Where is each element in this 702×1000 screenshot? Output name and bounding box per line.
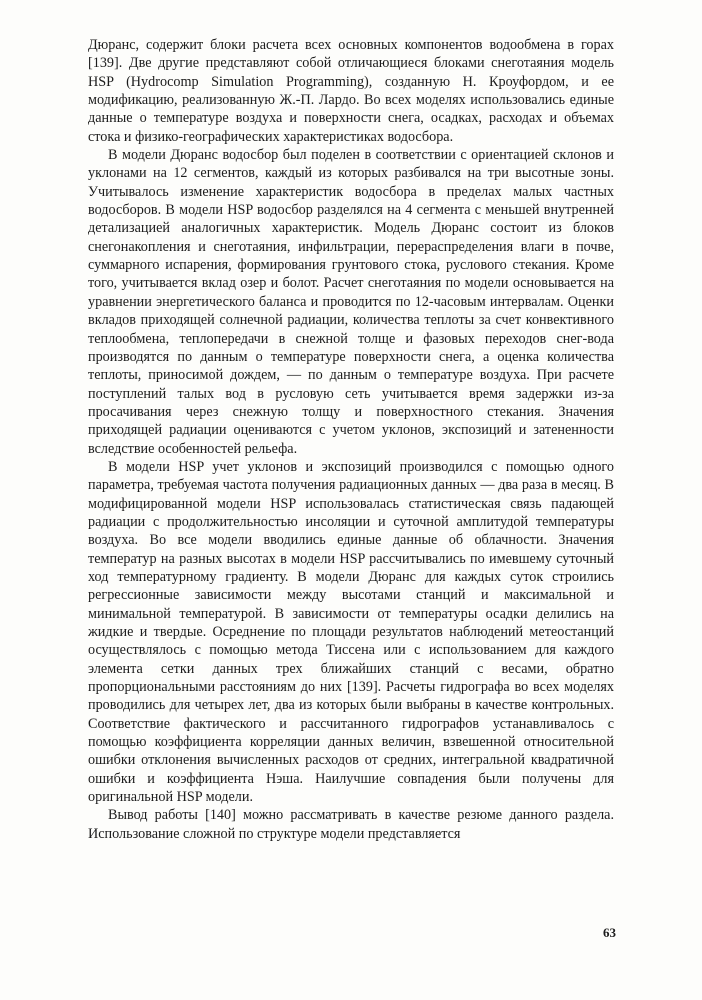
paragraph-1: Дюранс, содержит блоки расчета всех основных компонентов водообмена в горах [139]. Две другие представляют собой отличающиеся блоками снеготаяния модель HSP (Hydrocomp Simulation Programming), созданную Н. Кроуфордом, и ее модификацию, реализованную Ж.-П. Лардо. Во всех моделях использовались единые данные о температуре воздуха и поверхности снега, осадках, расходах и объемах стока и физико-географических характеристиках водосбора. <box>88 37 614 145</box>
paragraph-2: В модели Дюранс водосбор был поделен в соответствии с ориентацией склонов и уклонами на 12 сегментов, каждый из которых разбивался на три высотные зоны. Учитывалось изменение характеристик водосбора в пределах малых частных водосборов. В модели HSP водосбор разделялся на 4 сегмента с меньшей внутренней детализацией аналогичных характеристик. Модель Дюранс состоит из блоков снегонакопления и снеготаяния, инфильтрации, перераспределения влаги в почве, суммарного испарения, формирования грунтового стока, руслового стекания. Кроме того, учитывается вклад озер и болот. Расчет снеготаяния по модели основывается на уравнении энергетического баланса и проводится по 12-часовым интервалам. Оценки вкладов приходящей солнечной радиации, количества теплоты за счет конвективного теплообмена, теплопередачи в снежной толще и фазовых переходов снег-вода производятся по данным о температуре поверхности снега, а оценка количества теплоты, приносимой дождем, — по данным о температуре воздуха. При расчете поступлений талых вод в русловую сеть учитывается время задержки из-за просачивания через снежную толщу и поверхностного стекания. Значения приходящей радиации оцениваются с учетом уклонов, экспозиций и затененности вследствие особенностей рельефа. <box>88 147 614 457</box>
body-text <box>88 36 614 843</box>
paragraph-3: В модели HSP учет уклонов и экспозиций производился с помощью одного параметра, требуемая частота получения радиационных данных — два раза в месяц. В модифицированной модели HSP использовалась статистическая связь падающей радиации с продолжительностью инсоляции и суточной амплитудой температуры воздуха. Во все модели вводились единые данные об облачности. Значения температур на разных высотах в модели HSP рассчитывались по имевшему суточный ход температурному градиенту. В модели Дюранс для каждых суток строились регрессионные зависимости между высотами станций и максимальной и минимальной температурой. В зависимости от температуры осадки делились на жидкие и твердые. Осреднение по площади результатов наблюдений метеостанций осуществлялось с помощью метода Тиссена или с использованием для каждого элемента сетки данных трех ближайших станций с весами, обратно пропорциональными расстояниям до них [139]. Расчеты гидрографа во всех моделях проводились для четырех лет, два из которых были выбраны в качестве контрольных. Соответствие фактического и рассчитанного гидрографов устанавливалось с помощью коэффициента корреляции данных величин, взвешенной относительной ошибки отклонения вычисленных расходов от средних, интегральной квадратичной ошибки и коэффициента Нэша. Наилучшие совпадения были получены для оригинальной HSP модели. <box>88 458 614 806</box>
page-number: 63 <box>603 925 616 940</box>
paragraph-4: Вывод работы [140] можно рассматривать в качестве резюме данного раздела. Использование сложной по структуре модели представляется <box>88 807 614 842</box>
